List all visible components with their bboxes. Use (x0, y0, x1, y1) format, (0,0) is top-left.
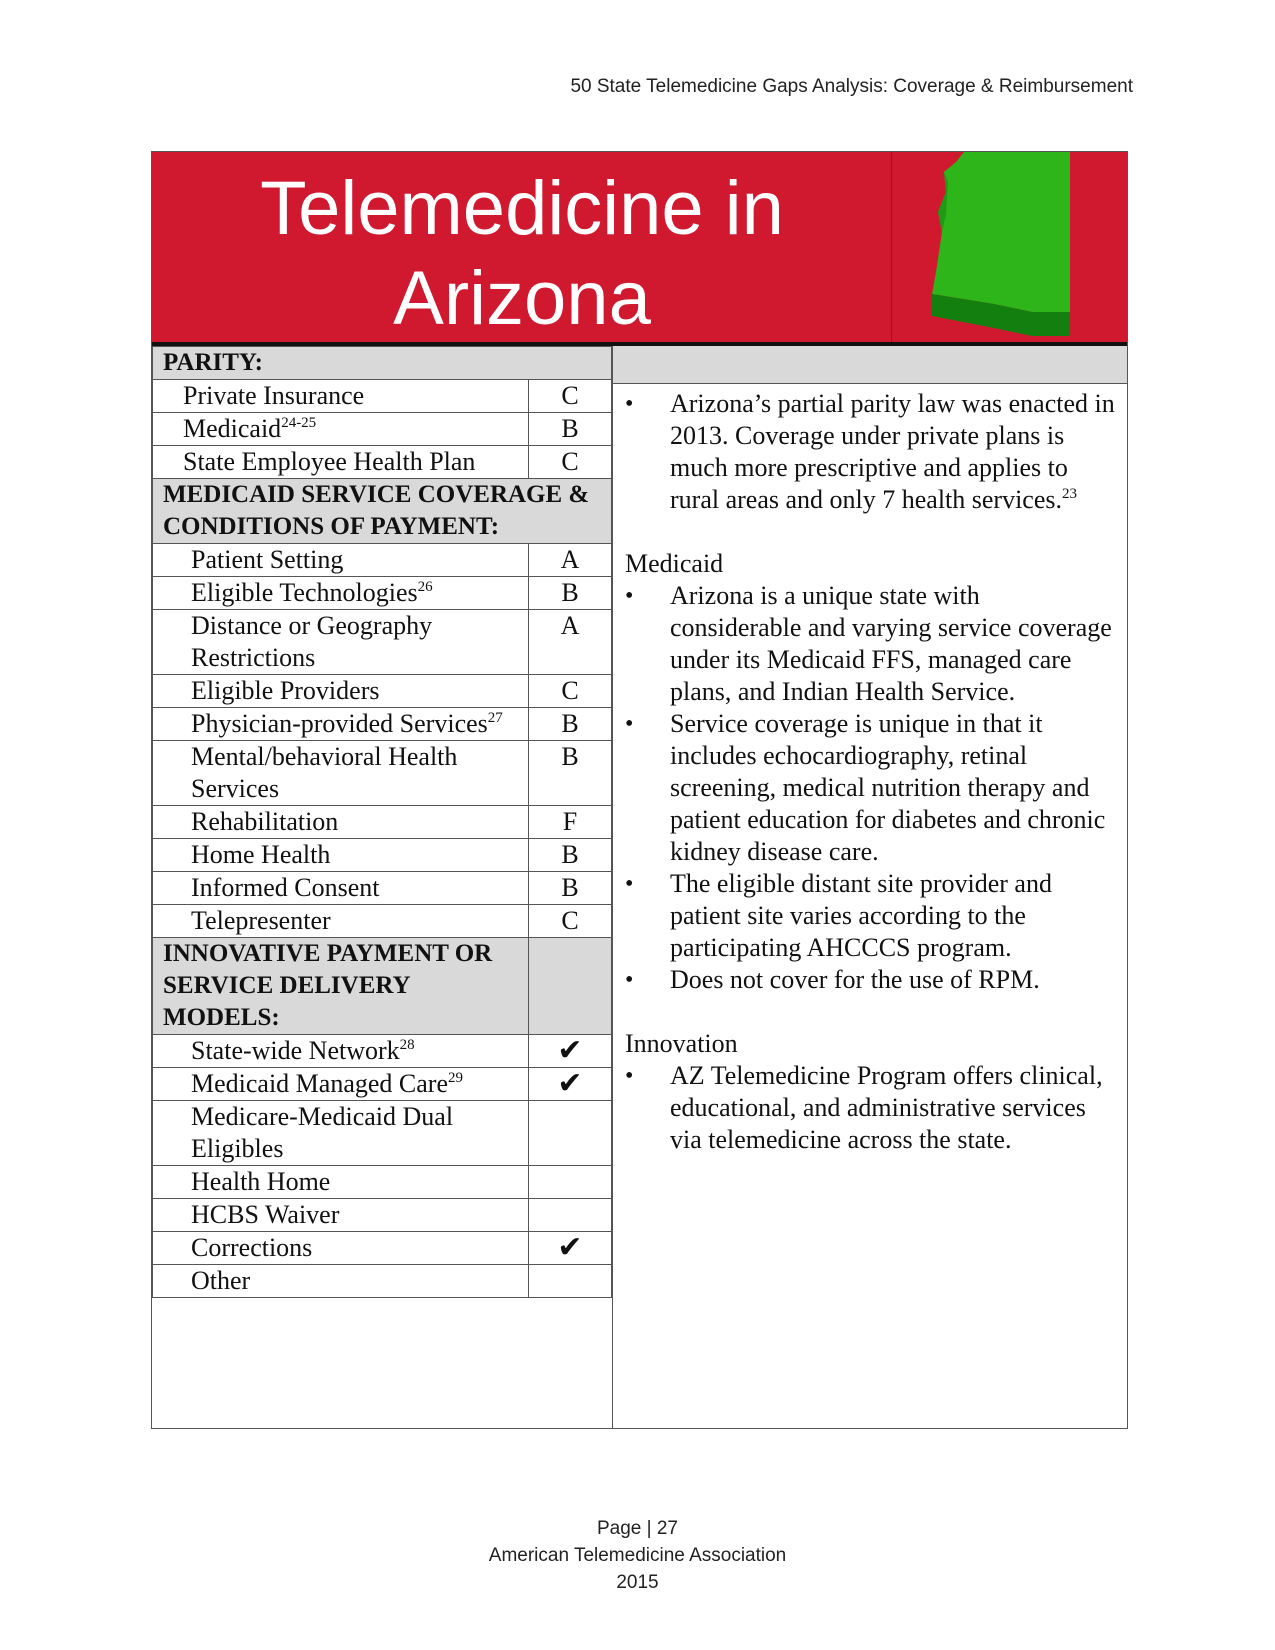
note-text: AZ Telemedicine Program offers clinical, educational, and administrative services via telemedicine across the state. (670, 1061, 1103, 1154)
grade-cell: B (529, 741, 612, 806)
row-label (153, 1166, 529, 1199)
grades-column (152, 346, 612, 1298)
row-label (153, 1068, 529, 1101)
checkmark-cell (529, 1035, 612, 1068)
grade-row (153, 741, 612, 806)
grade-cell: A (529, 610, 612, 675)
grades-table (152, 346, 612, 1298)
innovative-heading-row (153, 938, 612, 1035)
grade-cell: C (529, 675, 612, 708)
checkmark-cell (529, 1265, 612, 1298)
row-label (153, 446, 529, 479)
grade-row (153, 413, 612, 446)
note-bullet (625, 1060, 1117, 1156)
model-row (153, 1035, 612, 1068)
row-label-text: Patient Setting (191, 545, 344, 574)
model-row (153, 1265, 612, 1298)
checkmark-icon: ✔ (557, 1034, 583, 1067)
note-text: Does not cover for the use of RPM. (670, 965, 1040, 994)
row-label (153, 1035, 529, 1068)
footer-year: 2015 (616, 1572, 659, 1593)
grade-row (153, 708, 612, 741)
row-label-text: Mental/behavioral Health Services (191, 742, 458, 803)
note-text: The eligible distant site provider and patient site varies according to the participating AHCCCS program. (670, 869, 1052, 962)
checkmark-cell (529, 1101, 612, 1166)
grade-row (153, 380, 612, 413)
footnote-ref: 23 (1062, 486, 1078, 502)
checkmark-cell (529, 1199, 612, 1232)
medicaid-notes (625, 580, 1117, 996)
note-text: Service coverage is unique in that it includes echocardiography, retinal screening, medical nutrition therapy and patient education for diabetes and chronic kidney disease care. (670, 709, 1106, 866)
checkmark-cell (529, 1068, 612, 1101)
model-row (153, 1232, 612, 1265)
row-label (153, 1265, 529, 1298)
row-label-text: Telepresenter (191, 906, 331, 935)
grade-cell: C (529, 446, 612, 479)
page-footer (0, 1515, 1275, 1596)
row-label (153, 544, 529, 577)
row-label (153, 1199, 529, 1232)
page-number: Page | 27 (596, 1518, 678, 1539)
footnote-ref: 29 (448, 1070, 464, 1086)
note-bullet (625, 868, 1117, 964)
row-label-text: Eligible Technologies (191, 578, 418, 607)
banner-divider (891, 152, 892, 342)
checkmark-icon: ✔ (557, 1067, 583, 1100)
row-label (153, 675, 529, 708)
footnote-ref: 26 (417, 579, 433, 595)
grade-cell: B (529, 839, 612, 872)
grade-row (153, 806, 612, 839)
category-heading: INNOVATIVE PAYMENT OR SERVICE DELIVERY MODELS: (153, 938, 529, 1035)
row-label (153, 610, 529, 675)
row-label-text: Health Home (191, 1167, 331, 1196)
grade-row (153, 905, 612, 938)
grade-cell: F (529, 806, 612, 839)
grade-row (153, 839, 612, 872)
model-row (153, 1068, 612, 1101)
row-label-text: Other (191, 1266, 251, 1295)
row-label-text: Eligible Providers (191, 676, 380, 705)
row-label-text: Medicare-Medicaid Dual Eligibles (191, 1102, 454, 1163)
footnote-ref: 28 (399, 1037, 415, 1053)
row-label (153, 806, 529, 839)
row-label-text: Rehabilitation (191, 807, 339, 836)
row-label (153, 1232, 529, 1265)
page-title (192, 164, 852, 344)
grade-row (153, 577, 612, 610)
arizona-map-icon (932, 152, 1097, 342)
grade-cell: A (529, 544, 612, 577)
checkmark-cell (529, 1232, 612, 1265)
row-label (153, 577, 529, 610)
state-profile-frame (151, 151, 1128, 1429)
row-label (153, 413, 529, 446)
notes-body (613, 384, 1127, 1156)
model-row (153, 1101, 612, 1166)
note-text: Arizona is a unique state with considerable and varying service coverage under its Medicaid FFS, managed care plans, and Indian Health Service. (670, 581, 1112, 706)
running-header: 50 State Telemedicine Gaps Analysis: Coverage & Reimbursement (570, 76, 1133, 97)
category-heading: MEDICAID SERVICE COVERAGE & CONDITIONS OF PAYMENT: (153, 479, 612, 544)
checkmark-cell (529, 1166, 612, 1199)
grade-row (153, 446, 612, 479)
row-label-text: Home Health (191, 840, 331, 869)
innovation-notes-heading: Innovation (625, 1029, 738, 1058)
model-row (153, 1166, 612, 1199)
model-row (153, 1199, 612, 1232)
grade-cell: B (529, 413, 612, 446)
row-label-text: State Employee Health Plan (183, 447, 476, 476)
footnote-ref: 24-25 (281, 415, 317, 431)
grade-cell: B (529, 872, 612, 905)
footnote-ref: 27 (487, 710, 503, 726)
grade-cell: C (529, 380, 612, 413)
grade-row (153, 872, 612, 905)
title-line-1: Telemedicine in (260, 166, 784, 251)
notes-header-cell (613, 346, 1127, 384)
grade-cell: C (529, 905, 612, 938)
row-label-text: Corrections (191, 1233, 313, 1262)
category-heading: PARITY: (153, 347, 612, 380)
row-label-text: Physician-provided Services (191, 709, 488, 738)
title-line-2: Arizona (393, 256, 651, 341)
note-text: Arizona’s partial parity law was enacted in 2013. Coverage under private plans is much more prescriptive and applies to rural areas and only 7 health services. (670, 389, 1115, 514)
row-label (153, 839, 529, 872)
parity-heading-row (153, 347, 612, 380)
medicaid-notes-heading: Medicaid (625, 549, 724, 578)
row-label-text: HCBS Waiver (191, 1200, 340, 1229)
row-label (153, 905, 529, 938)
row-label-text: Medicaid (183, 414, 282, 443)
parity-notes (625, 388, 1117, 516)
row-label-text: Private Insurance (183, 381, 365, 410)
note-bullet (625, 580, 1117, 708)
notes-column (612, 346, 1127, 1428)
row-label-text: Distance or Geography Restrictions (191, 611, 433, 672)
grade-row (153, 675, 612, 708)
row-label (153, 708, 529, 741)
grade-row (153, 544, 612, 577)
row-label-text: Medicaid Managed Care (191, 1069, 449, 1098)
note-bullet (625, 388, 1117, 516)
category-blank (529, 938, 612, 1035)
grade-row (153, 610, 612, 675)
row-label-text: Informed Consent (191, 873, 380, 902)
footer-org: American Telemedicine Association (488, 1545, 787, 1566)
row-label (153, 872, 529, 905)
row-label-text: State-wide Network (191, 1036, 400, 1065)
grade-cell: B (529, 577, 612, 610)
medicaid-heading-row (153, 479, 612, 544)
row-label (153, 380, 529, 413)
row-label (153, 1101, 529, 1166)
row-label (153, 741, 529, 806)
title-banner (152, 152, 1127, 346)
grade-cell: B (529, 708, 612, 741)
checkmark-icon: ✔ (557, 1231, 583, 1264)
note-bullet (625, 708, 1117, 868)
note-bullet (625, 964, 1117, 996)
innovation-notes (625, 1060, 1117, 1156)
